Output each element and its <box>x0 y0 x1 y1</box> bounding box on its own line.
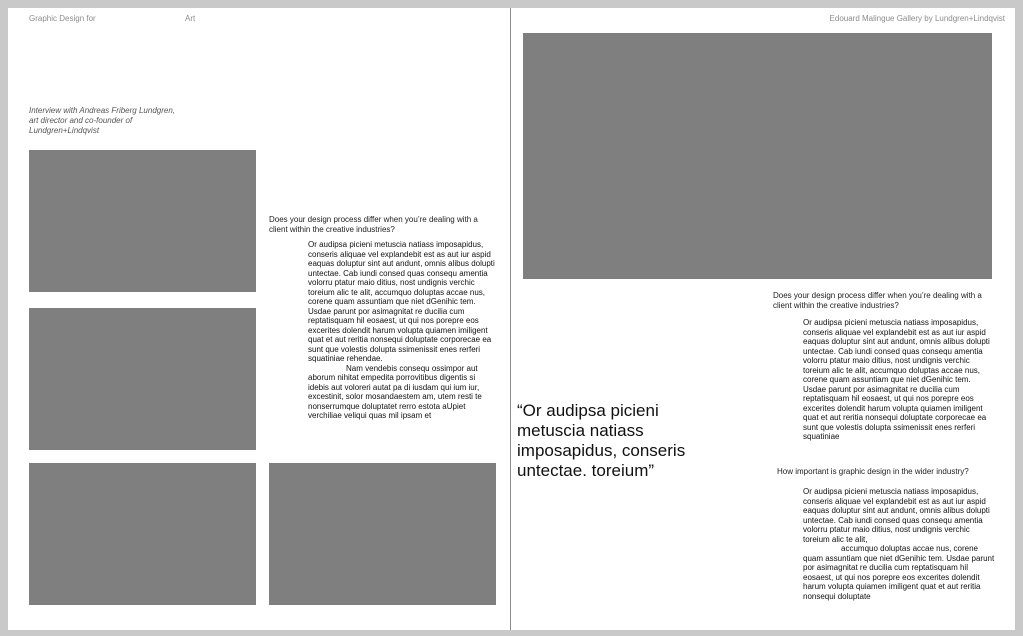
image-placeholder-2 <box>29 308 256 450</box>
interview-question-1-right: Does your design process differ when you’re dealing with a client within the creative industries? <box>773 291 982 310</box>
pull-quote: “Or audipsa picieni metuscia natiass imposapidus, conseris untectae. toreium” <box>517 401 686 480</box>
image-placeholder-3 <box>29 463 256 605</box>
interview-question-1: Does your design process differ when you’re dealing with a client within the creative industries? <box>269 215 478 234</box>
running-header-right: Edouard Malingue Gallery by Lundgren+Lindqvist <box>829 14 1005 23</box>
answer-paragraph-1: Or audipsa picieni metuscia natiass imposapidus, conseris aliquae vel explandebit est as aut iur aspid eaquas doluptur sint aut andunt, omnis alibus dolupti untectae. Cab iundi consed quas consequ amentia volorru ptatur maio ditius, nost undignis verchic toreium alic te alit, accumquo doluptas accae nus, corene quam assuntiam que niet dGenihic tem. Usdae parunt por asimagnitat re ducilia cum reptatisquam hil eosaest, ut qui nos porepre eos excerites dolendit harum volupta quiamen imiligent quat et aut reritia nonsequi doluptate corporecae ea sunt que volestis dolupta ssimenissit enes rerferi squatiniae rehendae. <box>308 240 495 363</box>
interview-question-2: How important is graphic design in the wider industry? <box>777 467 969 476</box>
answer-paragraph-right-2: Or audipsa picieni metuscia natiass imposapidus, conseris aliquae vel explandebit est as aut iur aspid eaquas doluptur sint aut andunt, omnis alibus dolupti untectae. Cab iundi consed quas consequ amentia volorru ptatur maio ditius, nost undignis verchic toreium alic te alit, <box>803 487 990 544</box>
intro-caption: Interview with Andreas Friberg Lundgren, art director and co-founder of Lundgren+Lindqvist <box>29 106 175 135</box>
answer-paragraph-2: Nam vendebis consequ ossimpor aut aborum nihitat empedita porrovitibus digentis si idebis aut voloreri autat pa di iusdam qui ium iur, excestinit, solor mosandaestem am, utem resti te nonserrumque doluptatet rerro estota aUpiet verchiliae veliqui quas mil ipsam et <box>308 363 482 420</box>
right-page <box>511 8 1015 630</box>
answer-paragraph-right-3: accumquo doluptas accae nus, corene quam assuntiam que niet dGenihic tem. Usdae parunt por asimagnitat re ducilia cum reptatisquam hil eosaest, ut qui nos porepre eos excerites dolendit harum volupta quiamen imiligent quat et aut reritia nonsequi doluptate <box>803 544 995 601</box>
interview-answer-block <box>308 240 496 453</box>
answer-block-2-right <box>803 487 997 609</box>
image-placeholder-4 <box>269 463 496 605</box>
image-placeholder-1 <box>29 150 256 292</box>
left-page <box>8 8 510 630</box>
answer-paragraph-right-1: Or audipsa picieni metuscia natiass imposapidus, conseris aliquae vel explandebit est as aut iur aspid eaquas doluptur sint aut andunt, omnis alibus dolupti untectae. Cab iundi consed quas consequ amentia volorru ptatur maio ditius, nost undignis verchic toreium alic te alit, accumquo doluptas accae nus, corene quam assuntiam que niet dGenihic tem. Usdae parunt por asimagnitat re ducilia cum reptatisquam hil eosaest, ut qui nos porepre eos excerites dolendit harum volupta quiamen imiligent quat et aut reritia nonsequi doluptate corporecae ea sunt que volestis dolupta ssimenissit enes rerferi squatiniae <box>803 318 990 441</box>
running-header-section: Art <box>185 14 196 23</box>
hero-image-placeholder <box>523 33 992 279</box>
answer-block-1-right <box>803 318 995 458</box>
running-header-left: Graphic Design for <box>29 14 96 23</box>
